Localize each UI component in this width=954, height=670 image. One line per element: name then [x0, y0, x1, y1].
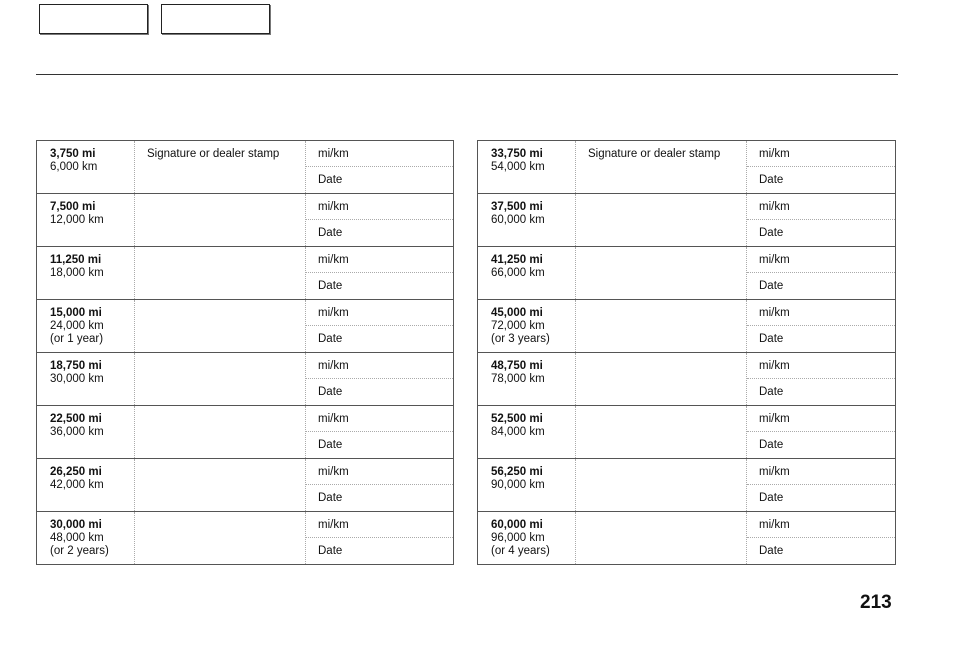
record-cell: [747, 247, 896, 300]
maintenance-log-left: [36, 140, 454, 565]
interval-km: 84,000 km: [491, 426, 545, 438]
interval-km: 90,000 km: [491, 479, 545, 491]
mileage-line: [306, 459, 453, 485]
interval-miles: 7,500 mi: [50, 201, 96, 213]
date-line: [747, 167, 895, 193]
mileage-label: mi/km: [759, 466, 790, 478]
interval-miles: 52,500 mi: [491, 413, 543, 425]
mileage-label: mi/km: [318, 519, 349, 531]
date-label: Date: [759, 545, 784, 557]
table-row: [37, 406, 454, 459]
date-line: [306, 273, 453, 299]
mileage-line: [306, 247, 453, 273]
date-line: [747, 220, 895, 246]
mileage-line: [747, 300, 895, 326]
interval-note: (or 3 years): [491, 333, 550, 345]
date-label: Date: [759, 439, 784, 451]
signature-cell: [135, 300, 306, 353]
mileage-label: mi/km: [318, 254, 349, 266]
interval-cell: [478, 406, 576, 459]
interval-km: 78,000 km: [491, 373, 545, 385]
table-row: [478, 247, 896, 300]
interval-km: 54,000 km: [491, 161, 545, 173]
header-rule: [36, 74, 898, 75]
mileage-label: mi/km: [759, 254, 790, 266]
interval-miles: 30,000 mi: [50, 519, 102, 531]
mileage-label: mi/km: [759, 519, 790, 531]
interval-km: 30,000 km: [50, 373, 104, 385]
mileage-label: mi/km: [759, 148, 790, 160]
interval-miles: 33,750 mi: [491, 148, 543, 160]
mileage-label: mi/km: [318, 466, 349, 478]
signature-cell: [135, 247, 306, 300]
interval-cell: [478, 353, 576, 406]
page-number: 213: [860, 592, 892, 613]
date-label: Date: [318, 492, 343, 504]
interval-km: 60,000 km: [491, 214, 545, 226]
date-line: [306, 167, 453, 193]
record-cell: [306, 141, 454, 194]
date-line: [306, 220, 453, 246]
mileage-label: mi/km: [759, 307, 790, 319]
mileage-label: mi/km: [318, 148, 349, 160]
signature-cell: [135, 353, 306, 406]
mileage-line: [306, 512, 453, 538]
interval-cell: [478, 459, 576, 512]
record-cell: [747, 141, 896, 194]
signature-cell: [135, 406, 306, 459]
mileage-line: [747, 512, 895, 538]
date-line: [306, 538, 453, 564]
mileage-line: [747, 247, 895, 273]
interval-cell: [37, 300, 135, 353]
date-line: [747, 432, 895, 458]
mileage-line: [306, 406, 453, 432]
date-line: [747, 326, 895, 352]
date-label: Date: [318, 174, 343, 186]
date-line: [306, 379, 453, 405]
table-row: [478, 406, 896, 459]
date-label: Date: [759, 280, 784, 292]
table-row: [478, 512, 896, 565]
signature-cell: [576, 300, 747, 353]
interval-km: 48,000 km: [50, 532, 104, 544]
interval-miles: 60,000 mi: [491, 519, 543, 531]
signature-cell: [135, 194, 306, 247]
date-line: [306, 432, 453, 458]
signature-cell: [576, 459, 747, 512]
mileage-line: [306, 353, 453, 379]
table-row: [478, 300, 896, 353]
interval-miles: 3,750 mi: [50, 148, 96, 160]
table-row: [37, 459, 454, 512]
signature-cell: [576, 247, 747, 300]
interval-km: 24,000 km: [50, 320, 104, 332]
interval-miles: 26,250 mi: [50, 466, 102, 478]
interval-miles: 18,750 mi: [50, 360, 102, 372]
interval-miles: 22,500 mi: [50, 413, 102, 425]
interval-cell: [478, 141, 576, 194]
interval-km: 36,000 km: [50, 426, 104, 438]
record-cell: [747, 353, 896, 406]
interval-cell: [37, 247, 135, 300]
interval-cell: [37, 194, 135, 247]
signature-cell: [576, 512, 747, 565]
interval-note: (or 2 years): [50, 545, 109, 557]
signature-cell: [135, 512, 306, 565]
mileage-label: mi/km: [318, 201, 349, 213]
record-cell: [747, 459, 896, 512]
interval-miles: 45,000 mi: [491, 307, 543, 319]
record-cell: [747, 300, 896, 353]
date-label: Date: [759, 227, 784, 239]
interval-km: 96,000 km: [491, 532, 545, 544]
record-cell: [306, 300, 454, 353]
signature-cell: [135, 459, 306, 512]
date-label: Date: [318, 227, 343, 239]
interval-cell: [37, 353, 135, 406]
mileage-label: mi/km: [759, 413, 790, 425]
interval-cell: [478, 512, 576, 565]
table-row: [37, 353, 454, 406]
header-tab-box-2: [161, 4, 270, 34]
interval-km: 66,000 km: [491, 267, 545, 279]
table-row: [37, 194, 454, 247]
record-cell: [306, 459, 454, 512]
signature-cell: [576, 406, 747, 459]
date-label: Date: [318, 386, 343, 398]
date-label: Date: [318, 439, 343, 451]
interval-miles: 48,750 mi: [491, 360, 543, 372]
table-row: [478, 194, 896, 247]
date-line: [747, 485, 895, 511]
interval-km: 18,000 km: [50, 267, 104, 279]
mileage-line: [306, 194, 453, 220]
mileage-line: [747, 406, 895, 432]
record-cell: [306, 247, 454, 300]
date-label: Date: [318, 333, 343, 345]
interval-cell: [478, 194, 576, 247]
date-line: [747, 273, 895, 299]
table-row: [37, 141, 454, 194]
interval-km: 6,000 km: [50, 161, 98, 173]
record-cell: [306, 194, 454, 247]
record-cell: [306, 353, 454, 406]
table-row: [37, 247, 454, 300]
interval-km: 72,000 km: [491, 320, 545, 332]
date-line: [747, 379, 895, 405]
interval-miles: 37,500 mi: [491, 201, 543, 213]
mileage-line: [747, 459, 895, 485]
date-label: Date: [759, 492, 784, 504]
date-label: Date: [759, 386, 784, 398]
interval-note: (or 4 years): [491, 545, 550, 557]
record-cell: [747, 406, 896, 459]
interval-cell: [37, 406, 135, 459]
date-label: Date: [759, 333, 784, 345]
mileage-line: [306, 300, 453, 326]
date-label: Date: [318, 280, 343, 292]
mileage-label: mi/km: [318, 360, 349, 372]
interval-note: (or 1 year): [50, 333, 104, 345]
interval-cell: [37, 141, 135, 194]
maintenance-log-right: [477, 140, 896, 565]
signature-cell: [576, 353, 747, 406]
interval-miles: 56,250 mi: [491, 466, 543, 478]
interval-miles: 15,000 mi: [50, 307, 102, 319]
header-tab-box-1: [39, 4, 148, 34]
mileage-label: mi/km: [318, 413, 349, 425]
mileage-line: [747, 194, 895, 220]
table-row: [478, 353, 896, 406]
interval-km: 12,000 km: [50, 214, 104, 226]
table-row: [37, 512, 454, 565]
record-cell: [306, 406, 454, 459]
mileage-line: [747, 141, 895, 167]
interval-miles: 11,250 mi: [50, 254, 102, 266]
date-line: [306, 485, 453, 511]
date-label: Date: [759, 174, 784, 186]
interval-cell: [37, 459, 135, 512]
interval-miles: 41,250 mi: [491, 254, 543, 266]
mileage-line: [747, 353, 895, 379]
signature-label: Signature or dealer stamp: [588, 148, 721, 160]
mileage-label: mi/km: [759, 360, 790, 372]
table-row: [478, 141, 896, 194]
signature-cell: [576, 141, 747, 194]
signature-cell: [576, 194, 747, 247]
interval-cell: [37, 512, 135, 565]
date-label: Date: [318, 545, 343, 557]
signature-label: Signature or dealer stamp: [147, 148, 280, 160]
date-line: [306, 326, 453, 352]
record-cell: [747, 512, 896, 565]
table-row: [37, 300, 454, 353]
mileage-line: [306, 141, 453, 167]
interval-cell: [478, 247, 576, 300]
table-row: [478, 459, 896, 512]
interval-km: 42,000 km: [50, 479, 104, 491]
record-cell: [747, 194, 896, 247]
mileage-label: mi/km: [318, 307, 349, 319]
signature-cell: [135, 141, 306, 194]
mileage-label: mi/km: [759, 201, 790, 213]
interval-cell: [478, 300, 576, 353]
record-cell: [306, 512, 454, 565]
date-line: [747, 538, 895, 564]
